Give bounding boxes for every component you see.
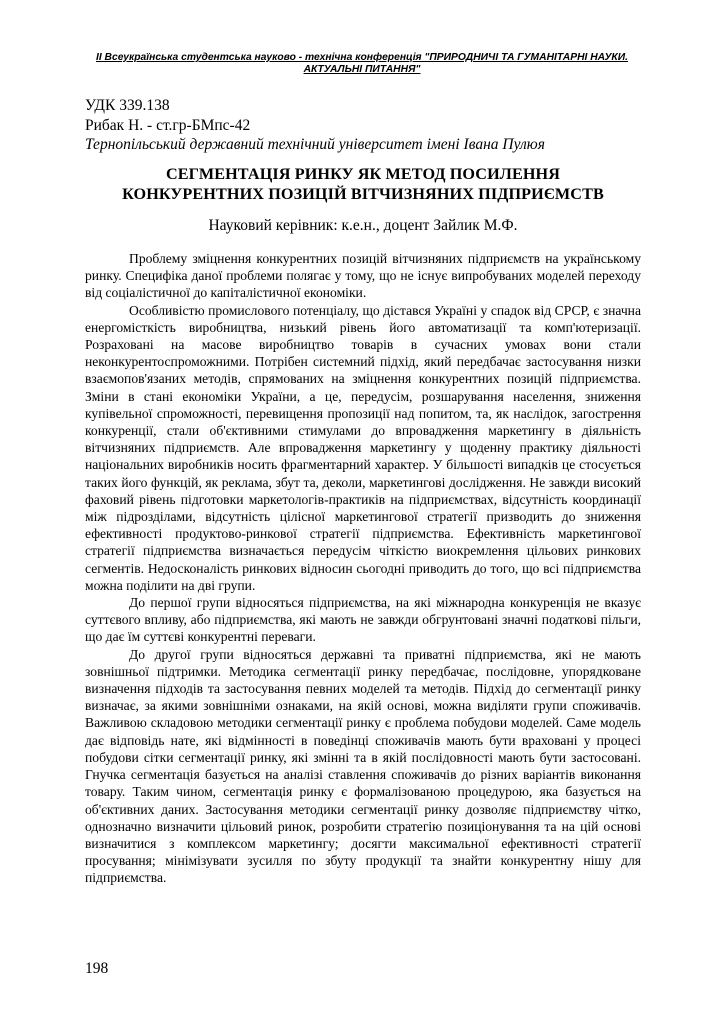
paragraph: Проблему зміцнення конкурентних позицій вітчизняних підприємств на українському ринку. Специфіка даної проблеми полягає у тому, що не існує випробуваних моделей переходу від соціалістичної до капіталістичної економіки.: [85, 251, 641, 301]
udc-code: УДК 339.138: [85, 97, 170, 114]
article-meta: [85, 96, 645, 155]
page-number: 198: [85, 960, 109, 977]
paragraph: Особливістю промислового потенціалу, що дістався Україні у спадок від СРСР, є значна енергомісткість виробництва, низький рівень його автоматизації та комп'ютеризації. Розраховані на масове виробництво товарів в сучасних умовах вони стали неконкурентоспроможними. Потрібен системний підхід, який передбачає застосування низки взаємопов'язаних методів, спрямованих на зміцнення конкурентних позицій підприємства. Зміни в стані економіки України, а це, передусім, розшарування населення, зниження купівельної спроможності, перевищення пропозиції над попитом, та, як наслідок, загострення конкуренції, стали об'єктивними стимулами до впровадження маркетингу в діяльність вітчизняних підприємств. Але впровадження маркетингу у щоденну практику діяльності національних виробників носить фрагментарний характер. У більшості випадків це стосується таких його функцій, як реклама, збут та, деколи, маркетингові дослідження. Не завжди високий фаховий рівень підготовки маркетологів-практиків на підприємствах, відсутність координації між підрозділами, відсутність цілісної маркетингової стратегії призводить до зниження ефективності продуктово-ринкової стратегії підприємства. Ефективність маркетингової стратегії підприємства визначається передусім чіткістю виокремлення цільових ринкових сегментів. Недосконалість ринкових відносин сьогодні приводить до того, що всі підприємства можна поділити на дві групи.: [85, 302, 641, 593]
conference-header: [82, 52, 642, 76]
author-line: Рибак Н. - ст.гр-БМпс-42: [85, 116, 251, 134]
conference-header-line-1: ІІ Всеукраїнська студентська науково - технічна конференція "ПРИРОДНИЧІ ТА ГУМАНІТАРНІ НАУКИ.: [95, 52, 629, 63]
article-body: [85, 250, 641, 887]
article-title: [85, 164, 641, 204]
supervisor-line: Науковий керівник: к.е.н., доцент Зайлик М.Ф.: [208, 217, 518, 234]
university-name: Тернопільський державний технічний університет імені Івана Пулюя: [85, 136, 545, 153]
paragraph: До першої групи відносяться підприємства, на які міжнародна конкуренція не вказує суттєвого впливу, або підприємства, які мають не завжди обгрунтовані значні податкові пільги, що дає їм суттєві конкурентні переваги.: [85, 595, 641, 645]
article-title-line-1: СЕГМЕНТАЦІЯ РИНКУ ЯК МЕТОД ПОСИЛЕННЯ: [165, 165, 561, 183]
paragraph: До другої групи відносяться державні та приватні підприємства, які не мають зовнішньої підтримки. Методика сегментації ринку передбачає, послідовне, упорядковане визначення підходів та застосування певних моделей та методів. Підхід до сегментації ринку визначає, за якими зовнішніми ознаками, на якій основі, можна виділяти групи споживачів. Важливою складовою методики сегментації ринку є проблема побудови моделей. Саме модель дає відповідь нате, які відмінності в поведінці споживачів мають бути враховані у процесі побудови сітки сегментації ринку, які змінні та в якій послідовності мають бути застосовані. Гнучка сегментація базується на аналізі ставлення споживачів до різних варіантів виконання товару. Таким чином, сегментація ринку є формалізованою процедурою, яка базується на об'єктивних даних. Застосування методики сегментації ринку дозволяє підприємству чітко, однозначно визначити цільовий ринок, розробити стратегію позиціонування та на цій основі визначитися з комплексом маркетингу; досягти максимальної ефективності стратегії просування; мінімізувати зусилля по збуту продукції та знайти конкурентну нішу для підприємства.: [85, 646, 641, 886]
conference-header-line-2: АКТУАЛЬНІ ПИТАННЯ": [303, 64, 421, 75]
article-title-line-2: КОНКУРЕНТНИХ ПОЗИЦІЙ ВІТЧИЗНЯНИХ ПІДПРИЄМСТВ: [122, 185, 604, 203]
